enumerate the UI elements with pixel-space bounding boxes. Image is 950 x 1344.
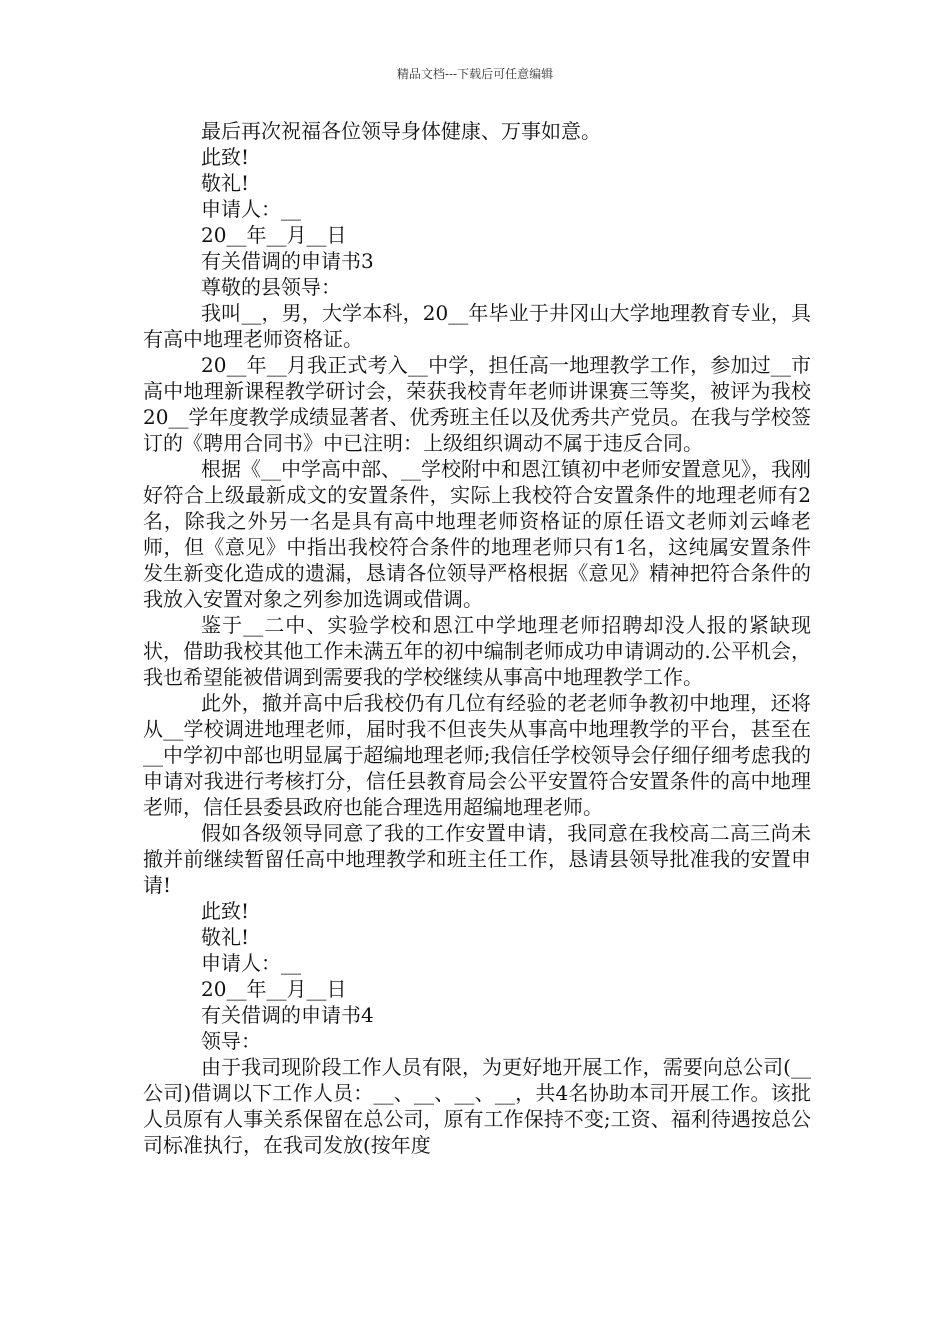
paragraph-6: 假如各级领导同意了我的工作安置申请，我同意在我校高二高三尚未撤并前继续暂留任高中地理教学和班主任工作，恳请县领导批准我的安置申请! xyxy=(143,821,811,897)
closing-jingli-2: 敬礼! xyxy=(201,925,250,949)
paragraph-5: 此外，撤并高中后我校仍有几位有经验的老老师争教初中地理，还将从__学校调进地理老师，届时我不但丧失从事高中地理教学的平台，甚至在__中学初中部也明显属于超编地理老师;我信任学校领导会仔细仔细考虑我的申请对我进行考核打分，信任县教育局会公平安置符合安置条件的高中地理老师，信任县委县政府也能合理选用超编地理老师。 xyxy=(143,691,811,819)
page-header: 精品文档---下载后可任意编辑 xyxy=(396,67,554,81)
salutation-3: 尊敬的县领导： xyxy=(201,275,341,299)
document-body xyxy=(143,118,811,1158)
date-line: 20__年__月__日 xyxy=(201,223,347,247)
date-line-2: 20__年__月__日 xyxy=(201,977,347,1001)
paragraph-3: 根据《__中学高中部、__学校附中和恩江镇初中老师安置意见》，我刚好符合上级最新成文的安置条件，实际上我校符合安置条件的地理老师有2名，除我之外另一名是具有高中地理老师资格证的原任语文老师刘云峰老师，但《意见》中指出我校符合条件的地理老师只有1名，这纯属安置条件发生新变化造成的遗漏，恳请各位领导严格根据《意见》精神把符合条件的我放入安置对象之列参加选调或借调。 xyxy=(143,457,811,611)
closing-jingli: 敬礼! xyxy=(201,171,250,195)
applicant-line-2: 申请人：__ xyxy=(201,951,301,975)
closing-cizhi-2: 此致! xyxy=(201,899,250,923)
salutation-4: 领导： xyxy=(201,1029,261,1053)
section-title-3: 有关借调的申请书3 xyxy=(201,249,374,273)
closing-wish: 最后再次祝福各位领导身体健康、万事如意。 xyxy=(201,119,601,143)
paragraph-1: 我叫__，男，大学本科，20__年毕业于井冈山大学地理教育专业，具有高中地理老师资格证。 xyxy=(143,301,811,351)
section-title-4: 有关借调的申请书4 xyxy=(201,1003,374,1027)
paragraph-4: 鉴于__二中、实验学校和恩江中学地理老师招聘却没人报的紧缺现状，借助我校其他工作未满五年的初中编制老师成功申请调动的.公平机会，我也希望能被借调到需要我的学校继续从事高中地理教学工作。 xyxy=(143,613,811,689)
applicant-line: 申请人：__ xyxy=(201,197,301,221)
paragraph-2: 20__年__月我正式考入__中学，担任高一地理教学工作，参加过__市高中地理新课程教学研讨会，荣获我校青年老师讲课赛三等奖，被评为我校20__学年度教学成绩显著者、优秀班主任以及优秀共产党员。在我与学校签订的《聘用合同书》中已注明：上级组织调动不属于违反合同。 xyxy=(143,353,811,455)
paragraph-7: 由于我司现阶段工作人员有限，为更好地开展工作，需要向总公司(__公司)借调以下工作人员：__、__、__、__，共4名协助本司开展工作。该批人员原有人事关系保留在总公司，原有工作保持不变;工资、福利待遇按总公司标准执行，在我司发放(按年度 xyxy=(143,1055,811,1157)
closing-cizhi: 此致! xyxy=(201,145,250,169)
